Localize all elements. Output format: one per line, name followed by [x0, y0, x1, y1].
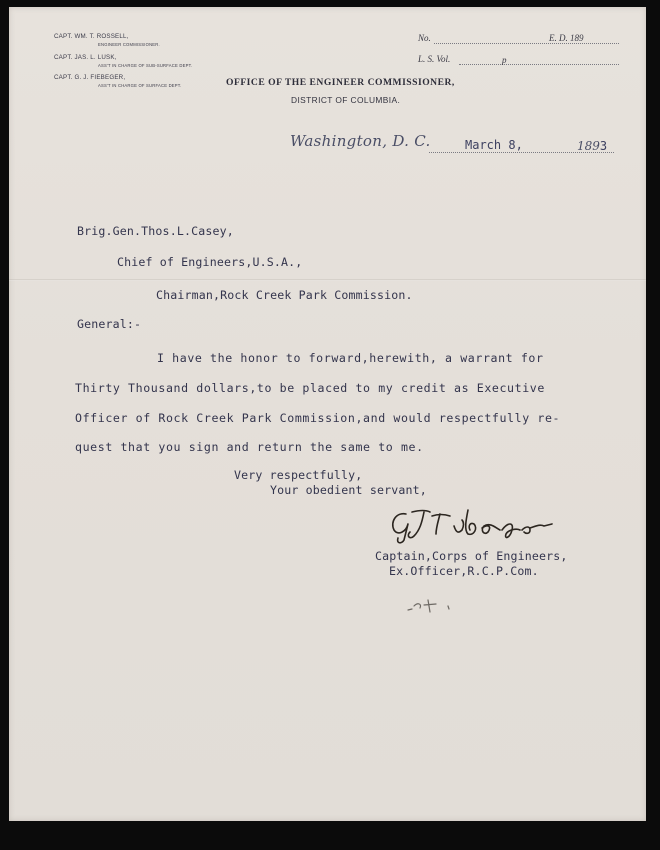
closing-line-2: Your obedient servant, [270, 483, 427, 497]
letter-sheet [9, 7, 646, 821]
closing-line-1: Very respectfully, [234, 468, 363, 482]
staff-role: ASS'T IN CHARGE OF SURFACE DEPT. [98, 83, 182, 88]
staff-role: ASS'T IN CHARGE OF SUB-SURFACE DEPT. [98, 63, 193, 68]
dateline-year [577, 137, 607, 155]
ls-vol-label: L. S. Vol. [418, 54, 451, 64]
staff-role: ENGINEER COMMISSIONER. [98, 42, 160, 47]
ls-vol-rule [459, 64, 619, 65]
pencil-marks [404, 592, 474, 622]
staff-name: CAPT. JAS. L. LUSK, [54, 54, 117, 61]
signature-title-2: Ex.Officer,R.C.P.Com. [389, 564, 539, 578]
staff-name: CAPT. WM. T. ROSSELL, [54, 33, 129, 40]
ls-page-label: p [502, 55, 507, 65]
address-line-3: Chairman,Rock Creek Park Commission. [156, 288, 413, 302]
handwritten-signature [384, 500, 584, 545]
district-heading: DISTRICT OF COLUMBIA. [291, 95, 401, 105]
body-line-3: Officer of Rock Creek Park Commission,and would respectfully re- [75, 411, 561, 425]
file-number-label: No. [418, 33, 431, 43]
year-typed: 3 [599, 139, 608, 153]
paper-fold-crease [9, 279, 646, 281]
file-number-rule [434, 43, 619, 44]
ed-label: E. D. 189 [549, 33, 584, 43]
body-line-4: quest that you sign and return the same to me. [75, 440, 424, 454]
body-line-1: I have the honor to forward,herewith, a warrant for [157, 351, 544, 365]
staff-name: CAPT. G. J. FIEBEGER, [54, 74, 126, 81]
address-line-2: Chief of Engineers,U.S.A., [117, 255, 303, 269]
staff-entry-lusk [54, 54, 192, 68]
dateline-place: Washington, D. C. [290, 132, 431, 150]
staff-entry-fiebeger [54, 74, 181, 88]
signature-title-1: Captain,Corps of Engineers, [375, 549, 568, 563]
address-line-1: Brig.Gen.Thos.L.Casey, [77, 224, 234, 238]
dateline-date: March 8, [465, 138, 523, 152]
salutation: General:- [77, 317, 142, 331]
staff-entry-rossell [54, 33, 160, 47]
body-line-2: Thirty Thousand dollars,to be placed to my credit as Executive [75, 381, 545, 395]
year-printed: 189 [577, 139, 600, 153]
office-heading: OFFICE OF THE ENGINEER COMMISSIONER, [226, 77, 455, 88]
